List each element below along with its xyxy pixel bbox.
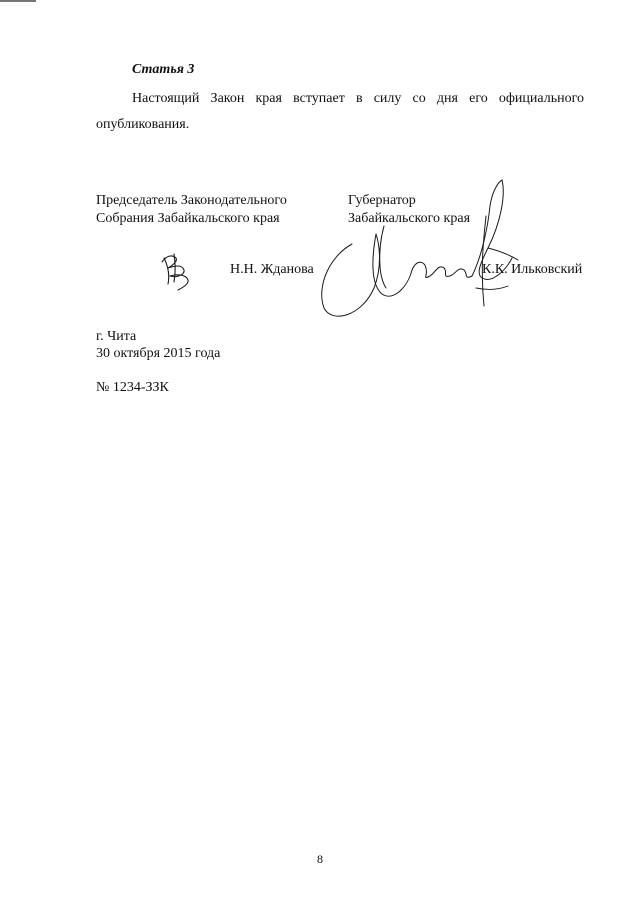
right-signature-icon [312,176,526,326]
scan-corner-mark [0,0,36,2]
left-signatory-name: Н.Н. Жданова [230,262,314,277]
article-title: Статья 3 [132,62,195,77]
right-signatory-title-line2: Забайкальского края [348,211,471,226]
place: г. Чита [96,329,137,344]
right-signatory-name: К.К. Ильковский [482,262,583,277]
date: 30 октября 2015 года [96,346,221,361]
left-signatory-title-line1: Председатель Законодательного [96,193,287,208]
left-signatory-title [96,192,287,228]
article-text: Настоящий Закон края вступает в силу со дня его официального опубликования. [96,91,584,132]
document-number: № 1234-ЗЗК [96,380,169,395]
page-number: 8 [317,852,323,866]
right-signatory-title-line1: Губернатор [348,193,416,208]
left-signatory-title-line2: Собрания Забайкальского края [96,211,280,226]
place-and-date [96,328,220,362]
left-signature-icon [158,248,194,292]
